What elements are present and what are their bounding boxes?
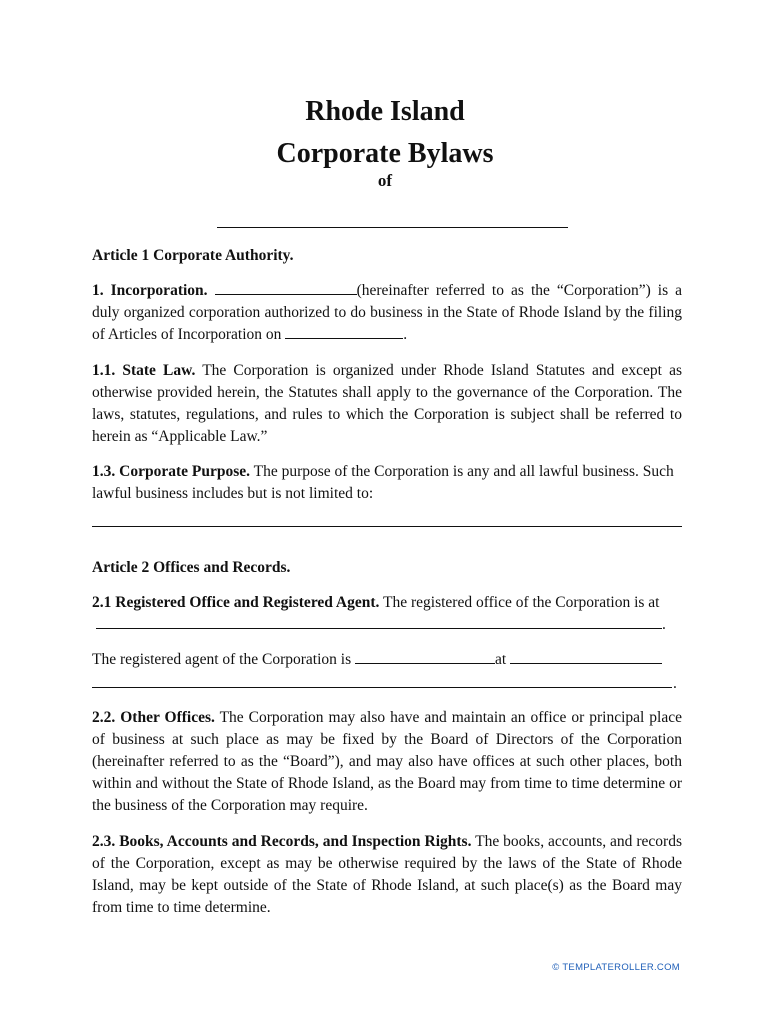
section-2-3-text: The books, accounts, and records of the Corporation, except as may be otherwise required by the laws of the State of Rhode Island, may be kept outside of the State of Rhode Island, at such place(s) as the Board may from time to time determine. [92,833,682,916]
section-2-2-text: The Corporation may also have and maintain an office or principal place of business at such place as may be fixed by the Board of Directors of the Corporation (hereinafter referred to as the “Board”), and may also have offices at such other places, both within and without the State of Rhode Island, as the Board may from time to time determine or the business of the Corporation may require. [92,709,683,814]
corporation-name-field [215,280,357,295]
section-1-1-state-law [92,360,682,448]
document-title-line1: Rhode Island [305,96,465,127]
registered-agent-name-field [355,649,495,664]
registered-agent-text-a: The registered agent of the Corporation is [92,651,355,668]
section-1-3-label: 1.3. Corporate Purpose. [92,463,250,480]
article-1-heading: Article 1 Corporate Authority. [92,247,294,264]
document-title-line2: Corporate Bylaws [276,138,494,169]
section-1-3-text: The purpose of the Corporation is any and all lawful business. Such lawful business includes but is not limited to: [92,463,674,502]
section-1-label: 1. Incorporation. [92,282,208,299]
article-2-heading: Article 2 Offices and Records. [92,559,291,576]
registered-office-address-field [96,614,662,629]
section-1-incorporation [92,280,682,346]
purpose-blank-line [92,526,682,527]
section-1-1-label: 1.1. State Law. [92,362,196,379]
corporation-name-blank [217,227,568,228]
registered-agent-address-line2 [92,687,672,688]
registered-agent-text-b: at [495,651,511,668]
registered-agent-paragraph [92,649,682,671]
section-2-1-label: 2.1 Registered Office and Registered Agent. [92,594,380,611]
templateroller-footer[interactable]: © TEMPLATEROLLER.COM [552,962,680,973]
section-2-1-text-a: The registered office of the Corporation is at [379,594,660,611]
section-1-3-purpose [92,461,682,505]
section-2-3-label: 2.3. Books, Accounts and Records, and Inspection Rights. [92,833,472,850]
registered-agent-address-field [510,649,662,664]
section-1-text-b: . [403,326,408,343]
section-1-1-text: The Corporation is organized under Rhode Island Statutes and except as otherwise provided herein, the Statutes shall apply to the governance of the Corporation. The laws, statutes, regulations, and rules to which the Corporation is subject shall be referred to herein as “Applicable Law.” [92,362,683,445]
title-of: of [377,171,393,190]
incorporation-date-field [285,324,403,339]
section-1-text-a: (hereinafter referred to as the “Corporation”) is a duly organized corporation authorized to do business in the State of Rhode Island by the filing of Articles of Incorporation on [92,282,683,343]
section-2-1-text-b: . [662,616,666,633]
section-2-3-books [92,831,682,919]
section-2-2-label: 2.2. Other Offices. [92,709,215,726]
section-2-2-other-offices [92,707,682,817]
section-2-1-registered-office [92,592,682,636]
registered-agent-period: . [673,675,677,692]
